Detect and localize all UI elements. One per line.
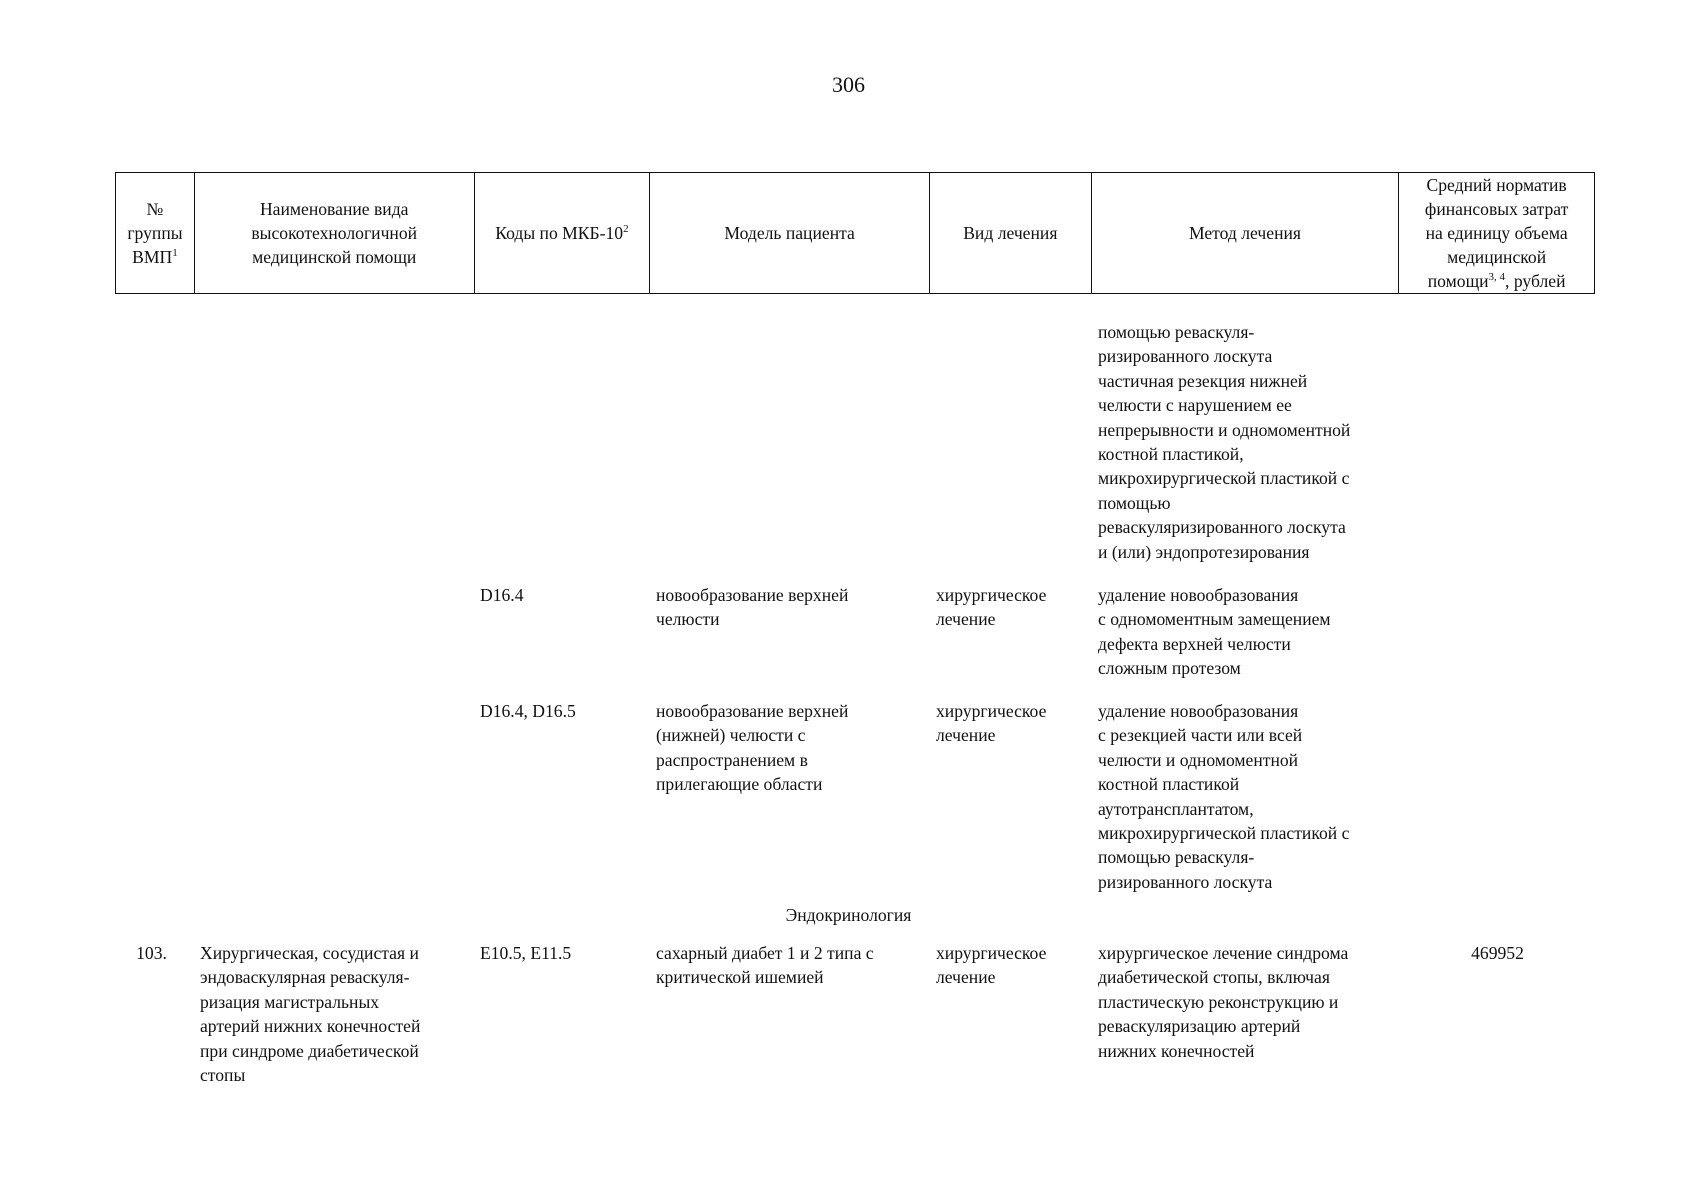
cell-line: реваскуляризацию артерий xyxy=(1098,1016,1301,1037)
treatment-cell xyxy=(930,583,1092,681)
cell-line: лечение xyxy=(936,725,996,746)
header-line: на единицу объема xyxy=(1425,223,1568,243)
cell-line: ризированного лоскута xyxy=(1098,871,1273,892)
cell-line: прилегающие области xyxy=(656,774,823,795)
cell-line: микрохирургической пластикой с xyxy=(1098,468,1350,489)
header-line: Средний норматив xyxy=(1426,175,1567,195)
footnote-mark: 1 xyxy=(172,247,178,260)
method-cell xyxy=(1092,941,1400,1087)
cell-line: челюсти с нарушением ее xyxy=(1098,395,1292,416)
header-line: № xyxy=(146,199,164,219)
cell-line: (нижней) челюсти с xyxy=(656,725,806,746)
header-treatment-method xyxy=(1092,173,1400,293)
header-line: медицинской помощи xyxy=(252,247,417,267)
header-line: Коды по МКБ-10 xyxy=(495,223,624,243)
cell-line: хирургическое xyxy=(936,943,1047,963)
method-cell xyxy=(1092,699,1400,894)
cell-line: челюсти и одномоментной xyxy=(1098,749,1299,770)
cell-line: аутотрансплантатом, xyxy=(1098,798,1254,819)
section-title: Эндокринология xyxy=(785,905,912,925)
header-group-number xyxy=(116,173,195,293)
header-line: Модель пациента xyxy=(724,223,855,243)
footnote-mark: 3, 4 xyxy=(1488,271,1506,284)
method-cell xyxy=(1092,320,1400,564)
cell-line: нижних конечностей xyxy=(1098,1040,1255,1061)
care-name-cell xyxy=(194,941,474,1087)
table-header xyxy=(115,172,1595,294)
header-treatment-type xyxy=(930,173,1092,293)
cell-line: стопы xyxy=(200,1065,246,1086)
cell-line: ризация магистральных xyxy=(200,991,380,1012)
cell-line: с резекцией части или всей xyxy=(1098,725,1303,746)
cell-line: D16.4 xyxy=(480,585,524,605)
method-cell xyxy=(1092,583,1400,681)
cell-line: лечение xyxy=(936,967,996,988)
cell-line: челюсти xyxy=(656,609,720,630)
model-cell xyxy=(650,583,930,681)
cell-line: новообразование верхней xyxy=(656,585,849,605)
cell-line: микрохирургической пластикой с xyxy=(1098,823,1350,844)
header-care-name xyxy=(195,173,475,293)
cell-line: костной пластикой xyxy=(1098,774,1240,795)
codes-cell xyxy=(474,941,650,1087)
cell-line: артерий нижних конечностей xyxy=(200,1016,421,1037)
header-line: Метод лечения xyxy=(1188,223,1302,243)
footnote-mark: 2 xyxy=(623,223,629,236)
cell-line: E10.5, E11.5 xyxy=(480,943,572,963)
cell-line: диабетической стопы, включая xyxy=(1098,967,1330,988)
cell-line: непрерывности и одномоментной xyxy=(1098,419,1351,440)
cell-line: эндоваскулярная реваскуля- xyxy=(200,967,410,988)
cell-line: 469952 xyxy=(1471,943,1524,963)
cell-line: 103. xyxy=(136,943,167,963)
treatment-cell xyxy=(930,699,1092,894)
cell-line: с одномоментным замещением xyxy=(1098,609,1331,630)
header-line: ВМП xyxy=(132,247,173,267)
header-line: финансовых затрат xyxy=(1424,199,1569,219)
cell-line: помощью реваскуля- xyxy=(1098,322,1255,342)
cell-line: ризированного лоскута xyxy=(1098,346,1273,367)
cell-line: сахарный диабет 1 и 2 типа с xyxy=(656,943,874,963)
cell-line: дефекта верхней челюсти xyxy=(1098,633,1291,654)
header-line: группы xyxy=(127,223,183,243)
cell-line: помощью xyxy=(1098,492,1171,513)
cell-line: хирургическое xyxy=(936,585,1047,605)
group-number-cell xyxy=(115,941,194,1087)
header-cost-norm xyxy=(1399,173,1594,293)
treatment-cell xyxy=(930,941,1092,1087)
cell-line: Хирургическая, сосудистая и xyxy=(200,943,419,963)
header-line: высокотехнологичной xyxy=(251,223,418,243)
codes-cell xyxy=(474,699,650,894)
cell-line: пластическую реконструкцию и xyxy=(1098,991,1339,1012)
page-number: 306 xyxy=(832,72,865,97)
cell-line: реваскуляризированного лоскута xyxy=(1098,517,1346,538)
cell-line: хирургическое xyxy=(936,701,1047,721)
model-cell xyxy=(650,699,930,894)
cell-line: критической ишемией xyxy=(656,967,824,988)
cell-line: сложным протезом xyxy=(1098,658,1241,679)
cell-line: хирургическое лечение синдрома xyxy=(1098,943,1349,963)
cell-line: частичная резекция нижней xyxy=(1098,370,1308,391)
table-row xyxy=(115,699,1595,894)
cost-cell xyxy=(1400,941,1595,1087)
header-icd-codes xyxy=(475,173,651,293)
cell-line: и (или) эндопротезирования xyxy=(1098,541,1310,562)
header-line: помощи xyxy=(1427,271,1489,291)
cell-line: удаление новообразования xyxy=(1098,585,1299,605)
cell-line: лечение xyxy=(936,609,996,630)
cell-line: новообразование верхней xyxy=(656,701,849,721)
cell-line: при синдроме диабетической xyxy=(200,1040,419,1061)
header-line: Вид лечения xyxy=(963,223,1058,243)
cell-line: D16.4, D16.5 xyxy=(480,701,576,721)
header-line: , рублей xyxy=(1505,271,1566,291)
table-row xyxy=(115,320,1595,564)
cell-line: распространением в xyxy=(656,749,808,770)
model-cell xyxy=(650,941,930,1087)
header-line: Наименование вида xyxy=(259,199,409,219)
table-row xyxy=(115,583,1595,681)
cell-line: помощью реваскуля- xyxy=(1098,847,1255,868)
cell-line: удаление новообразования xyxy=(1098,701,1299,721)
header-patient-model xyxy=(650,173,930,293)
table-row xyxy=(115,941,1595,1087)
header-line: медицинской xyxy=(1447,247,1547,267)
cell-line: костной пластикой, xyxy=(1098,444,1244,465)
codes-cell xyxy=(474,583,650,681)
